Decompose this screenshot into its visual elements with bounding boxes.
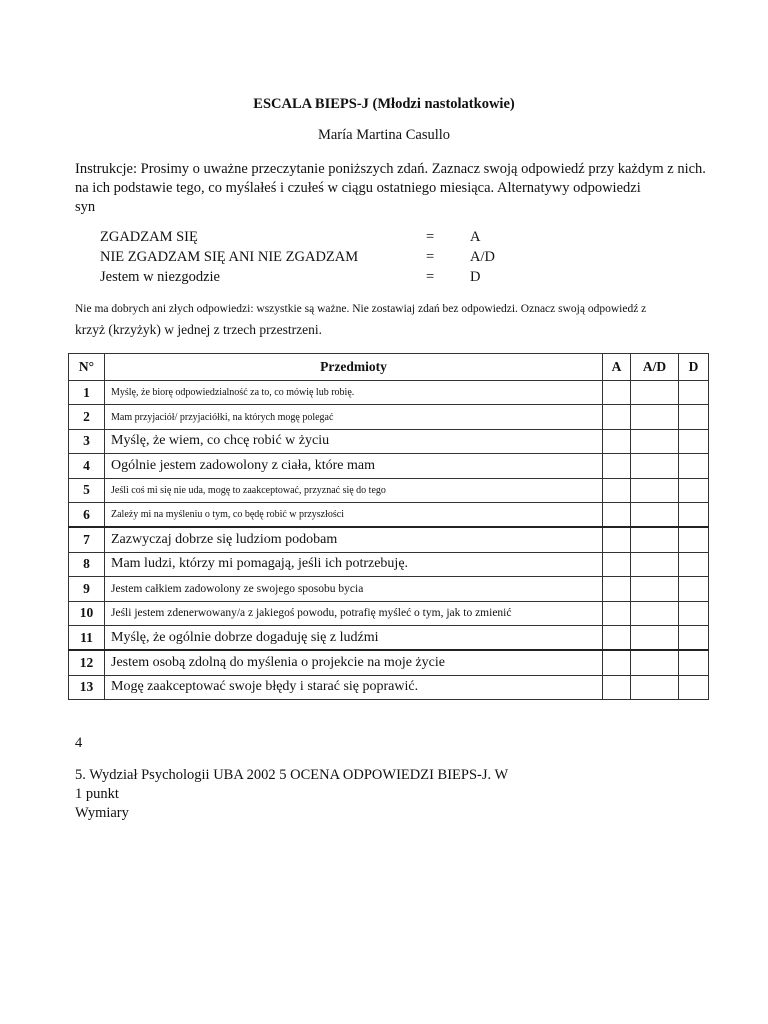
row-number: 11 bbox=[69, 625, 105, 650]
answer-cell-d[interactable] bbox=[679, 601, 709, 625]
table-row bbox=[69, 405, 709, 429]
option-text: NIE ZGADZAM SIĘ ANI NIE ZGADZAM bbox=[100, 249, 359, 265]
answer-cell-ad[interactable] bbox=[631, 381, 679, 405]
row-item-text: Zależy mi na myśleniu o tym, co będę robić w przyszłości bbox=[105, 502, 603, 527]
row-number: 1 bbox=[69, 381, 105, 405]
row-item-text: Ogólnie jestem zadowolony z ciała, które mam bbox=[105, 454, 603, 478]
row-item-text: Myślę, że ogólnie dobrze dogaduję się z ludźmi bbox=[105, 625, 603, 650]
row-number: 7 bbox=[69, 527, 105, 552]
answer-cell-ad[interactable] bbox=[631, 527, 679, 552]
row-item-text: Jeśli coś mi się nie uda, mogę to zaakceptować, przyznać się do tego bbox=[105, 478, 603, 502]
answer-cell-ad[interactable] bbox=[631, 429, 679, 453]
answer-cell-ad[interactable] bbox=[631, 625, 679, 650]
option-neutral bbox=[100, 249, 520, 269]
row-item-text: Zazwyczaj dobrze się ludziom podobam bbox=[105, 527, 603, 552]
answer-cell-ad[interactable] bbox=[631, 552, 679, 576]
table-row bbox=[69, 502, 709, 527]
answer-cell-d[interactable] bbox=[679, 577, 709, 601]
row-number: 9 bbox=[69, 577, 105, 601]
row-number: 5 bbox=[69, 478, 105, 502]
note-line: krzyż (krzyżyk) w jednej z trzech przestrzeni. bbox=[75, 322, 322, 337]
answer-cell-a[interactable] bbox=[603, 552, 631, 576]
row-number: 8 bbox=[69, 552, 105, 576]
header-number: N° bbox=[69, 354, 105, 381]
answer-cell-a[interactable] bbox=[603, 381, 631, 405]
answer-cell-ad[interactable] bbox=[631, 601, 679, 625]
table-row bbox=[69, 675, 709, 699]
option-label bbox=[100, 249, 358, 266]
answer-cell-d[interactable] bbox=[679, 650, 709, 675]
option-equals: = bbox=[426, 229, 435, 245]
answer-cell-d[interactable] bbox=[679, 478, 709, 502]
answer-cell-d[interactable] bbox=[679, 675, 709, 699]
row-item-text: Jestem osobą zdolną do myślenia o projekcie na moje życie bbox=[105, 650, 603, 675]
table-header-row bbox=[69, 354, 709, 381]
row-number: 4 bbox=[69, 454, 105, 478]
answer-cell-d[interactable] bbox=[679, 405, 709, 429]
table-row bbox=[69, 527, 709, 552]
answer-cell-ad[interactable] bbox=[631, 650, 679, 675]
answer-cell-ad[interactable] bbox=[631, 454, 679, 478]
answer-cell-a[interactable] bbox=[603, 625, 631, 650]
document-author: María Martina Casullo bbox=[317, 127, 451, 143]
answer-cell-d[interactable] bbox=[679, 454, 709, 478]
instructions bbox=[75, 160, 755, 217]
instructions-line: syn bbox=[75, 199, 96, 215]
answer-cell-d[interactable] bbox=[679, 625, 709, 650]
option-label bbox=[100, 269, 220, 286]
table-row bbox=[69, 625, 709, 650]
option-agree bbox=[100, 229, 520, 249]
row-number: 13 bbox=[69, 675, 105, 699]
table-row bbox=[69, 429, 709, 453]
option-text: Jestem w niezgodzie bbox=[100, 269, 220, 285]
option-disagree bbox=[100, 269, 520, 289]
answer-cell-a[interactable] bbox=[603, 650, 631, 675]
row-item-text: Mam ludzi, którzy mi pomagają, jeśli ich potrzebuję. bbox=[105, 552, 603, 576]
header-ad: A/D bbox=[631, 354, 679, 381]
row-item-text: Myślę, że wiem, co chcę robić w życiu bbox=[105, 429, 603, 453]
table-row bbox=[69, 381, 709, 405]
answer-cell-a[interactable] bbox=[603, 405, 631, 429]
items-table bbox=[68, 353, 709, 700]
table-row bbox=[69, 650, 709, 675]
option-code: A bbox=[470, 229, 481, 245]
answer-cell-d[interactable] bbox=[679, 552, 709, 576]
table-row bbox=[69, 552, 709, 576]
footer-line: 1 punkt bbox=[75, 786, 119, 802]
answer-cell-ad[interactable] bbox=[631, 577, 679, 601]
row-item-text: Jestem całkiem zadowolony ze swojego sposobu bycia bbox=[105, 577, 603, 601]
document-title: ESCALA BIEPS-J (Młodzi nastolatkowie) bbox=[253, 96, 515, 112]
footer bbox=[75, 766, 508, 823]
answer-cell-d[interactable] bbox=[679, 381, 709, 405]
header-d: D bbox=[679, 354, 709, 381]
row-item-text: Myślę, że biorę odpowiedzialność za to, co mówię lub robię. bbox=[105, 381, 603, 405]
footer-line: 5. Wydział Psychologii UBA 2002 5 OCENA ODPOWIEDZI BIEPS-J. W bbox=[75, 767, 509, 783]
option-equals: = bbox=[426, 269, 435, 285]
header-items: Przedmioty bbox=[105, 354, 603, 381]
page-number: 4 bbox=[75, 735, 83, 751]
note-line: Nie ma dobrych ani złych odpowiedzi: wszystkie są ważne. Nie zostawiaj zdań bez odpowiedzi. Oznacz swoją odpowiedź z bbox=[75, 303, 647, 315]
row-item-text: Jeśli jestem zdenerwowany/a z jakiegoś powodu, potrafię myśleć o tym, jak to zmienić bbox=[105, 601, 603, 625]
row-item-text: Mam przyjaciół/ przyjaciółki, na których mogę polegać bbox=[105, 405, 603, 429]
answer-cell-d[interactable] bbox=[679, 502, 709, 527]
answer-cell-a[interactable] bbox=[603, 675, 631, 699]
table-row bbox=[69, 478, 709, 502]
answer-cell-d[interactable] bbox=[679, 527, 709, 552]
answer-cell-a[interactable] bbox=[603, 502, 631, 527]
table-row bbox=[69, 577, 709, 601]
option-code: D bbox=[470, 269, 481, 285]
row-number: 6 bbox=[69, 502, 105, 527]
answer-cell-a[interactable] bbox=[603, 527, 631, 552]
row-number: 2 bbox=[69, 405, 105, 429]
option-code: A/D bbox=[470, 249, 495, 265]
option-equals: = bbox=[426, 249, 435, 265]
answer-cell-d[interactable] bbox=[679, 429, 709, 453]
answer-cell-ad[interactable] bbox=[631, 675, 679, 699]
option-text: ZGADZAM SIĘ bbox=[100, 229, 198, 245]
instructions-line: Instrukcje: Prosimy o uważne przeczytanie poniższych zdań. Zaznacz swoją odpowiedź przy każdym z nich. bbox=[75, 161, 706, 177]
row-number: 12 bbox=[69, 650, 105, 675]
row-number: 10 bbox=[69, 601, 105, 625]
table-row bbox=[69, 454, 709, 478]
answer-cell-ad[interactable] bbox=[631, 502, 679, 527]
header-a: A bbox=[603, 354, 631, 381]
instructions-line: na ich podstawie tego, co myślałeś i czułeś w ciągu ostatniego miesiąca. Alternatywy odpowiedzi bbox=[75, 180, 641, 196]
row-number: 3 bbox=[69, 429, 105, 453]
table-row bbox=[69, 601, 709, 625]
footer-line: Wymiary bbox=[75, 805, 129, 821]
row-item-text: Mogę zaakceptować swoje błędy i starać się poprawić. bbox=[105, 675, 603, 699]
answer-cell-ad[interactable] bbox=[631, 478, 679, 502]
answer-cell-a[interactable] bbox=[603, 454, 631, 478]
answer-options bbox=[100, 229, 520, 289]
answer-cell-a[interactable] bbox=[603, 601, 631, 625]
answer-cell-a[interactable] bbox=[603, 429, 631, 453]
answer-cell-a[interactable] bbox=[603, 577, 631, 601]
answer-cell-a[interactable] bbox=[603, 478, 631, 502]
option-label bbox=[100, 229, 198, 246]
answer-cell-ad[interactable] bbox=[631, 405, 679, 429]
